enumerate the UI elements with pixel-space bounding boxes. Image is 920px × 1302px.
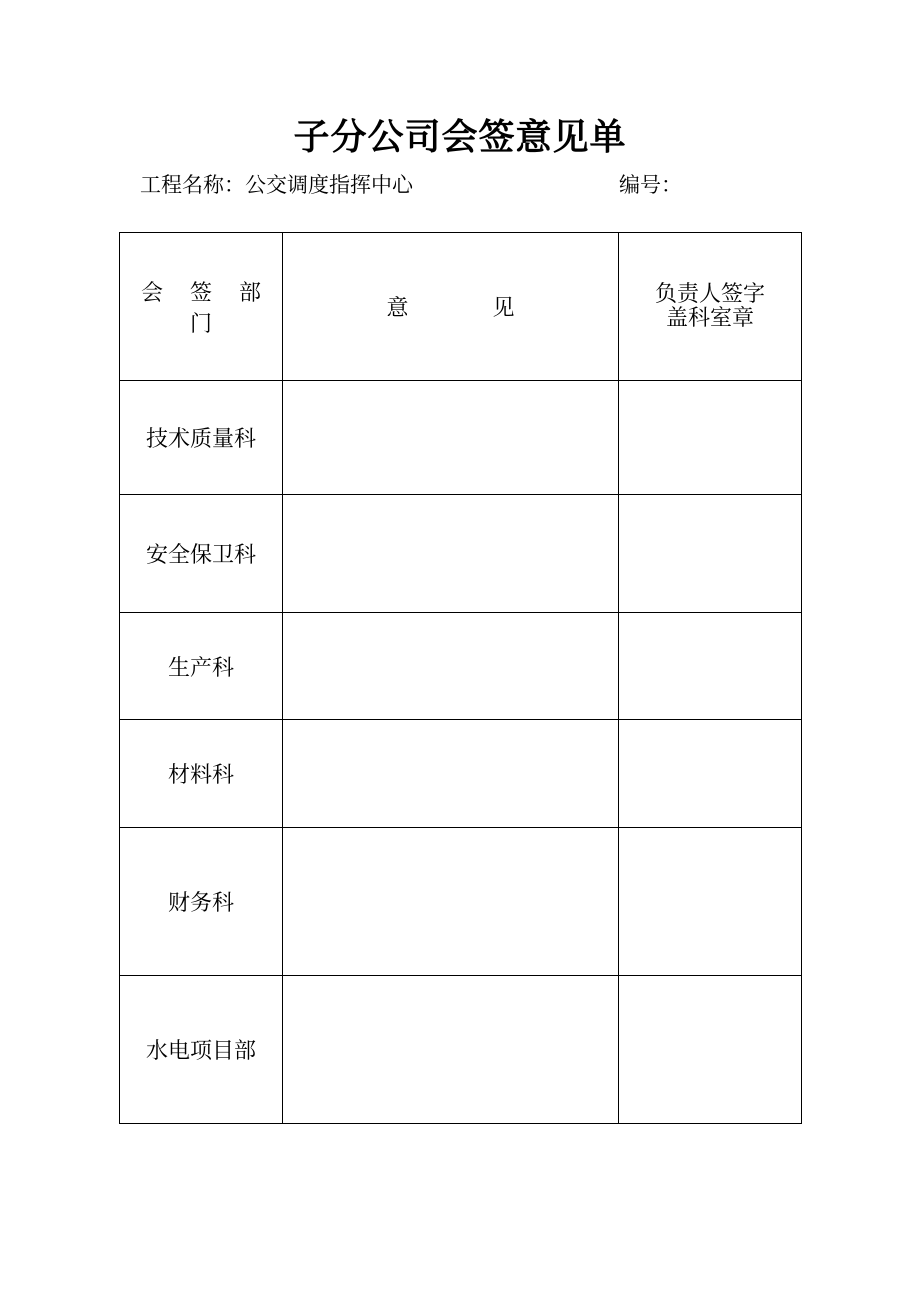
dept-cell: 财务科	[120, 828, 283, 976]
document-title: 子分公司会签意见单	[293, 116, 627, 158]
opinion-cell[interactable]	[283, 976, 619, 1124]
header-sign-line2: 盖科室章	[665, 305, 754, 331]
table-row	[120, 381, 802, 495]
table-row	[120, 976, 802, 1124]
dept-cell: 生产科	[120, 613, 283, 720]
table-header-row	[120, 233, 802, 381]
header-sign-line1: 负责人签字	[654, 281, 765, 307]
sign-cell[interactable]	[619, 495, 802, 613]
opinion-cell[interactable]	[283, 613, 619, 720]
header-opinion	[283, 233, 619, 381]
opinion-cell[interactable]	[283, 828, 619, 976]
dept-cell: 技术质量科	[120, 381, 283, 495]
header-opinion-left: 意	[386, 296, 409, 321]
table-row	[120, 495, 802, 613]
sign-cell[interactable]	[619, 381, 802, 495]
opinion-cell[interactable]	[283, 720, 619, 828]
dept-cell: 材料科	[120, 720, 283, 828]
opinion-cell[interactable]	[283, 495, 619, 613]
project-name-line	[140, 170, 413, 200]
header-sign	[619, 233, 802, 381]
table-row	[120, 720, 802, 828]
project-label: 工程名称：	[140, 173, 245, 197]
countersign-table	[119, 232, 802, 1124]
dept-cell: 水电项目部	[120, 976, 283, 1124]
sign-cell[interactable]	[619, 613, 802, 720]
sign-cell[interactable]	[619, 720, 802, 828]
number-field	[619, 170, 682, 200]
opinion-cell[interactable]	[283, 381, 619, 495]
sign-cell[interactable]	[619, 976, 802, 1124]
header-dept: 会 签 部 门	[120, 233, 283, 381]
sign-cell[interactable]	[619, 828, 802, 976]
project-name: 公交调度指挥中心	[245, 173, 413, 197]
table-row	[120, 613, 802, 720]
dept-cell: 安全保卫科	[120, 495, 283, 613]
number-label: 编号：	[619, 173, 682, 197]
header-opinion-right: 见	[492, 296, 515, 321]
table-row	[120, 828, 802, 976]
